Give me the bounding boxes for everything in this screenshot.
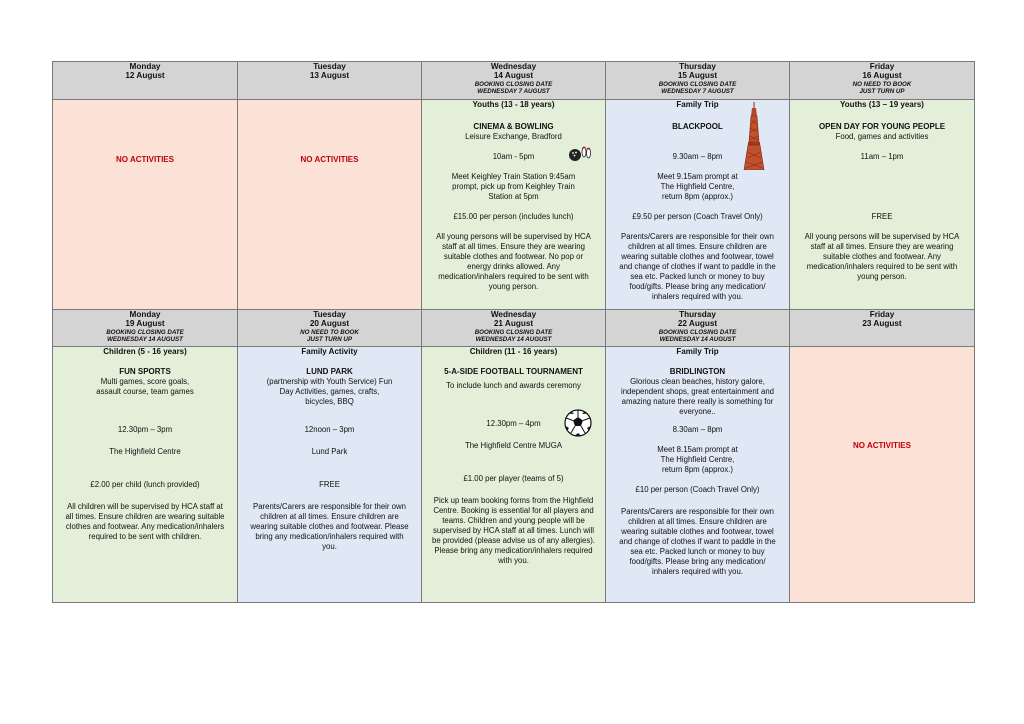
activity-cell-wed-14 bbox=[422, 100, 606, 310]
bowling-icon bbox=[567, 142, 593, 162]
activity-title: LUND PARK bbox=[306, 367, 353, 376]
day-name: Friday bbox=[869, 62, 895, 71]
activity-time: 9.30am – 8pm bbox=[672, 152, 723, 161]
day-name: Monday bbox=[129, 62, 161, 71]
timetable-grid bbox=[52, 61, 975, 603]
day-header-tue-20 bbox=[238, 310, 422, 347]
day-date: 16 August bbox=[862, 71, 902, 81]
day-name: Friday bbox=[869, 310, 895, 319]
meeting-details: Meet 8.15am prompt at The Highfield Centre, return 8pm (approx.) bbox=[657, 445, 738, 474]
day-name: Wednesday bbox=[490, 62, 537, 71]
activity-cell-fri-23 bbox=[790, 347, 975, 603]
day-name: Tuesday bbox=[313, 310, 346, 319]
booking-note: BOOKING CLOSING DATE bbox=[106, 328, 184, 336]
booking-note: NO NEED TO BOOK bbox=[300, 328, 359, 336]
day-date: 23 August bbox=[862, 319, 902, 329]
activity-price: FREE bbox=[871, 212, 893, 221]
activity-title: FUN SPORTS bbox=[119, 367, 171, 376]
activity-price: £1.00 per player (teams of 5) bbox=[463, 474, 564, 483]
supervision-info: Pick up team booking forms from the Highfield Centre. Booking is essential for all players and teams. Children and young people will be supervised by HCA staff at all times. Lunch will be provided (please advise us of any allergies). Please bring any medication/inhalers required with you. bbox=[432, 496, 595, 565]
day-name: Tuesday bbox=[313, 62, 346, 71]
supervision-info: Parents/Carers are responsible for their own children at all times. Ensure children are wearing suitable clothes and footwear, towel and change of clothes if want to paddle in the sea etc. Packed lunch or money to buy food/gifts. Please bring any medication/ inhalers required with you. bbox=[619, 507, 776, 576]
booking-note: NO NEED TO BOOK bbox=[852, 80, 912, 88]
booking-note: WEDNESDAY 7 AUGUST bbox=[661, 88, 734, 96]
audience-label: Family Activity bbox=[301, 347, 358, 356]
booking-note: JUST TURN UP bbox=[859, 88, 905, 96]
supervision-info: All young persons will be supervised by HCA staff at all times. Ensure they are wearing suitable clothes and footwear. No pop or energy drinks allowed. Any medication/inhalers required to be sent with young person. bbox=[436, 232, 591, 291]
booking-note: BOOKING CLOSING DATE bbox=[658, 328, 737, 336]
day-header-wed-14 bbox=[422, 62, 606, 100]
no-activities-label: NO ACTIVITIES bbox=[300, 154, 359, 164]
activity-cell-thu-15 bbox=[606, 100, 790, 310]
booking-note: WEDNESDAY 14 AUGUST bbox=[107, 336, 183, 344]
activity-time: 12noon – 3pm bbox=[304, 425, 355, 434]
activity-cell-thu-22 bbox=[606, 347, 790, 603]
booking-note: BOOKING CLOSING DATE bbox=[474, 80, 553, 88]
day-name: Thursday bbox=[679, 62, 716, 71]
activity-title: 5-A-SIDE FOOTBALL TOURNAMENT bbox=[444, 367, 583, 376]
activity-title: BLACKPOOL bbox=[672, 122, 723, 131]
blackpool-tower-icon bbox=[742, 102, 766, 170]
audience-label: Children (11 - 16 years) bbox=[469, 347, 558, 356]
booking-note: BOOKING CLOSING DATE bbox=[474, 328, 553, 336]
day-header-thu-22 bbox=[606, 310, 790, 347]
day-name: Wednesday bbox=[490, 310, 537, 319]
supervision-info: All young persons will be supervised by HCA staff at all times. Ensure they are wearing suitable clothes and footwear. Any medication/inhalers required to be sent with young person. bbox=[804, 232, 960, 281]
football-icon bbox=[564, 409, 592, 437]
day-date: 15 August bbox=[677, 71, 718, 81]
day-header-fri-23 bbox=[790, 310, 975, 347]
activity-price: £15.00 per person (includes lunch) bbox=[453, 212, 574, 221]
supervision-info: All children will be supervised by HCA staff at all times. Ensure children are wearing suitable clothes and footwear. Any medication/inhalers required to be sent with children. bbox=[65, 502, 225, 541]
day-name: Thursday bbox=[679, 310, 716, 319]
day-date: 19 August bbox=[125, 319, 165, 329]
activity-time: 11am – 1pm bbox=[860, 152, 904, 161]
booking-note: JUST TURN UP bbox=[306, 336, 353, 344]
meeting-details: Meet 9.15am prompt at The Highfield Centre, return 8pm (approx.) bbox=[657, 172, 738, 201]
activity-price: £10 per person (Coach Travel Only) bbox=[635, 485, 760, 494]
day-date: 13 August bbox=[309, 71, 350, 81]
activity-price: £2.00 per child (lunch provided) bbox=[90, 480, 200, 489]
supervision-info: Parents/Carers are responsible for their own children at all times. Ensure children are wearing suitable clothes and footwear, towel and change of clothes if want to paddle in the sea etc. Packed lunch or money to buy food/gifts. Please bring any medication/ inhalers required with you. bbox=[619, 232, 776, 301]
activity-subtitle: To include lunch and awards ceremony bbox=[446, 381, 581, 390]
audience-label: Family Trip bbox=[676, 347, 719, 356]
activity-price: £9.50 per person (Coach Travel Only) bbox=[632, 212, 763, 221]
day-name: Monday bbox=[129, 310, 161, 319]
activity-title: OPEN DAY FOR YOUNG PEOPLE bbox=[818, 122, 946, 131]
activity-timetable bbox=[52, 61, 974, 603]
activity-subtitle: Glorious clean beaches, history galore, independent shops, great entertainment and amazing nature there really is something for everyone.. bbox=[620, 377, 775, 416]
day-date: 21 August bbox=[493, 319, 534, 329]
day-date: 12 August bbox=[125, 71, 165, 81]
activity-subtitle: Multi games, score goals, assault course, team games bbox=[96, 377, 194, 396]
day-header-tue-13 bbox=[238, 62, 422, 100]
activity-cell-fri-16 bbox=[790, 100, 975, 310]
audience-label: Youths (13 – 19 years) bbox=[840, 100, 924, 109]
audience-label: Children (5 - 16 years) bbox=[103, 347, 187, 356]
activity-title: CINEMA & BOWLING bbox=[473, 122, 554, 131]
activity-cell-tue-13 bbox=[238, 100, 422, 310]
activity-time: 8.30am – 8pm bbox=[672, 425, 723, 434]
day-date: 20 August bbox=[309, 319, 350, 329]
meeting-details: Meet Keighley Train Station 9:45am prompt, pick up from Keighley Train Station at 5pm bbox=[451, 172, 576, 201]
activity-title: BRIDLINGTON bbox=[669, 367, 726, 376]
day-date: 14 August bbox=[493, 71, 534, 81]
activity-place: The Highfield Centre MUGA bbox=[464, 441, 563, 450]
audience-label: Youths (13 - 18 years) bbox=[472, 100, 555, 109]
audience-label: Family Trip bbox=[676, 100, 719, 109]
day-header-thu-15 bbox=[606, 62, 790, 100]
no-activities-label: NO ACTIVITIES bbox=[116, 154, 174, 164]
activity-time: 12.30pm – 3pm bbox=[117, 425, 173, 434]
supervision-info: Parents/Carers are responsible for their own children at all times. Ensure children are wearing suitable clothes and footwear. Please bring any medication/inhalers required with you. bbox=[250, 502, 409, 551]
activity-cell-mon-19 bbox=[53, 347, 238, 603]
activity-time: 10am - 5pm bbox=[492, 152, 535, 161]
activity-subtitle: (partnership with Youth Service) Fun Day Activities, games, crafts, bicycles, BBQ bbox=[266, 377, 393, 406]
booking-note: WEDNESDAY 14 AUGUST bbox=[659, 336, 736, 344]
day-header-fri-16 bbox=[790, 62, 975, 100]
booking-note: WEDNESDAY 7 AUGUST bbox=[477, 88, 550, 96]
booking-note: WEDNESDAY 14 AUGUST bbox=[475, 336, 552, 344]
activity-time: 12.30pm – 4pm bbox=[486, 419, 541, 428]
activity-cell-mon-12 bbox=[53, 100, 238, 310]
no-activities-label: NO ACTIVITIES bbox=[853, 440, 911, 450]
activity-place: The Highfield Centre bbox=[109, 447, 181, 456]
activity-location: Leisure Exchange, Bradford bbox=[465, 132, 562, 141]
day-header-mon-12 bbox=[53, 62, 238, 100]
booking-note: BOOKING CLOSING DATE bbox=[658, 80, 737, 88]
day-header-wed-21 bbox=[422, 310, 606, 347]
day-header-mon-19 bbox=[53, 310, 238, 347]
activity-subtitle: Food, games and activities bbox=[835, 132, 929, 141]
activity-price: FREE bbox=[319, 480, 340, 489]
activity-place: Lund Park bbox=[311, 447, 348, 456]
activity-cell-tue-20 bbox=[238, 347, 422, 603]
day-date: 22 August bbox=[677, 319, 718, 329]
activity-cell-wed-21 bbox=[422, 347, 606, 603]
